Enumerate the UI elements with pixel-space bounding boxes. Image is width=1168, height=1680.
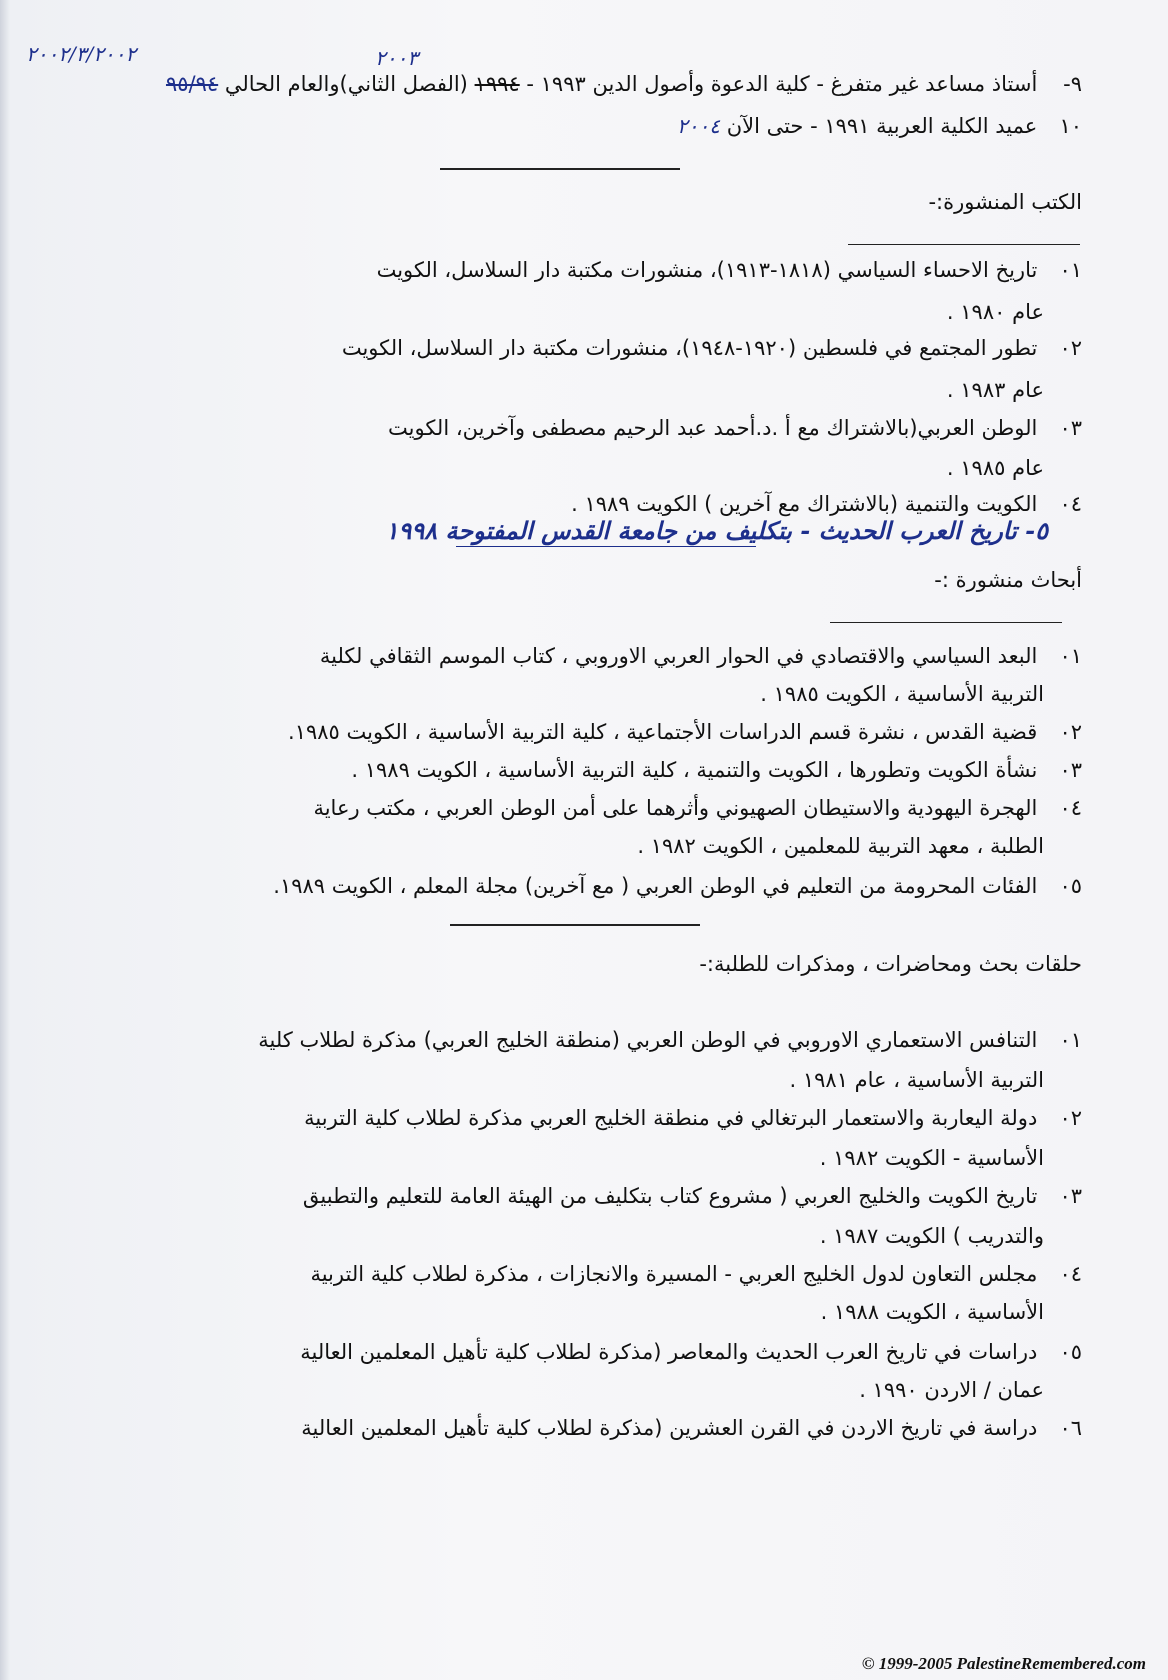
seminar-item-cont: عمان / الاردن ١٩٩٠ . [859, 1378, 1044, 1402]
item-text: أستاذ مساعد غير متفرغ - كلية الدعوة وأصول الدين ١٩٩٣ - [526, 72, 1038, 96]
page-edge-shadow [0, 0, 10, 1680]
book-item: ٠٤ الكويت والتنمية (بالاشتراك مع آخرين ) الكويت ١٩٨٩ . [571, 492, 1082, 516]
handwritten-underline [456, 546, 756, 547]
book-item-cont: عام ١٩٨٣ . [946, 378, 1044, 402]
book-item: ٠٣ الوطن العربي(بالاشتراك مع أ .د.أحمد عبد الرحيم مصطفى وآخرين، الكويت [388, 416, 1082, 440]
research-item: ٠٥ الفئات المحرومة من التعليم في الوطن العربي ( مع آخرين) مجلة المعلم ، الكويت ١٩٨٩. [273, 874, 1082, 898]
section-divider [450, 924, 700, 926]
research-item-cont: التربية الأساسية ، الكويت ١٩٨٥ . [760, 682, 1044, 706]
heading-underline [848, 244, 1080, 245]
handwritten-date-annotation: ٢٠٠٢/٣/٢٠٠٢ [26, 42, 137, 66]
list-item-10: ١٠ عميد الكلية العربية ١٩٩١ - حتى الآن ٢٠٠٤ [677, 114, 1082, 138]
book-item: ٠٢ تطور المجتمع في فلسطين (١٩٢٠-١٩٤٨)، منشورات مكتبة دار السلاسل، الكويت [341, 336, 1082, 360]
seminar-item: ٠١ التنافس الاستعماري الاوروبي في الوطن العربي (منطقة الخليج العربي) مذكرة لطلاب كلية [258, 1028, 1082, 1052]
section-heading-books: الكتب المنشورة:- [928, 190, 1082, 214]
heading-underline [830, 622, 1062, 623]
research-item: ٠٤ الهجرة اليهودية والاستيطان الصهيوني وأثرهما على أمن الوطن العربي ، مكتب رعاية [313, 796, 1082, 820]
book-item-cont: عام ١٩٨٠ . [946, 300, 1044, 324]
handwritten-year-above: ٢٠٠٣ [375, 46, 418, 70]
seminar-item: ٠٣ تاريخ الكويت والخليج العربي ( مشروع كتاب بتكليف من الهيئة العامة للتعليم والتطبيق [302, 1184, 1082, 1208]
section-divider [440, 168, 680, 170]
seminar-item-cont: التربية الأساسية ، عام ١٩٨١ . [789, 1068, 1044, 1092]
seminar-item: ٠٦ دراسة في تاريخ الاردن في القرن العشرين (مذكرة لطلاب كلية تأهيل المعلمين العالية [301, 1416, 1082, 1440]
section-heading-research: أبحاث منشورة :- [934, 568, 1082, 592]
seminar-item-cont: الأساسية ، الكويت ١٩٨٨ . [820, 1300, 1044, 1324]
handwritten-year: ٢٠٠٤ [677, 114, 720, 138]
struck-range: ٩٥/٩٤ [165, 72, 219, 96]
struck-year: ١٩٩٤ [474, 72, 520, 96]
seminar-item: ٠٢ دولة اليعاربة والاستعمار البرتغالي في منطقة الخليج العربي مذكرة لطلاب كلية التربية [304, 1106, 1082, 1130]
research-item-cont: الطلبة ، معهد التربية للمعلمين ، الكويت ١٩٨٢ . [637, 834, 1044, 858]
item-text: عميد الكلية العربية ١٩٩١ - حتى الآن [726, 114, 1038, 138]
seminar-item-cont: الأساسية - الكويت ١٩٨٢ . [819, 1146, 1044, 1170]
seminar-item-cont: والتدريب ) الكويت ١٩٨٧ . [819, 1224, 1044, 1248]
book-item: ٠١ تاريخ الاحساء السياسي (١٨١٨-١٩١٣)، منشورات مكتبة دار السلاسل، الكويت [376, 258, 1082, 282]
handwritten-book-item-5: ٥- تاريخ العرب الحديث - بتكليف من جامعة القدس المفتوحة ١٩٩٨ [385, 516, 1048, 545]
research-item: ٠٢ قضية القدس ، نشرة قسم الدراسات الأجتماعية ، كلية التربية الأساسية ، الكويت ١٩٨٥. [288, 720, 1082, 744]
seminar-item: ٠٤ مجلس التعاون لدول الخليج العربي - المسيرة والانجازات ، مذكرة لطلاب كلية التربية [310, 1262, 1082, 1286]
research-item: ٠١ البعد السياسي والاقتصادي في الحوار العربي الاوروبي ، كتاب الموسم الثقافي لكلية [319, 644, 1082, 668]
copyright-footer: © 1999-2005 PalestineRemembered.com [861, 1654, 1146, 1673]
list-item-9: ٩- أستاذ مساعد غير متفرغ - كلية الدعوة وأصول الدين ١٩٩٣ - ١٩٩٤ (الفصل الثاني)والعام الحالي ٩٥/٩٤ [165, 72, 1082, 96]
section-heading-seminars: حلقات بحث ومحاضرات ، ومذكرات للطلبة:- [699, 952, 1082, 976]
research-item: ٠٣ نشأة الكويت وتطورها ، الكويت والتنمية ، كلية التربية الأساسية ، الكويت ١٩٨٩ . [351, 758, 1082, 782]
seminar-item: ٠٥ دراسات في تاريخ العرب الحديث والمعاصر (مذكرة لطلاب كلية تأهيل المعلمين العالية [300, 1340, 1082, 1364]
book-item-cont: عام ١٩٨٥ . [946, 456, 1044, 480]
item-tail: (الفصل الثاني)والعام الحالي [224, 72, 468, 96]
